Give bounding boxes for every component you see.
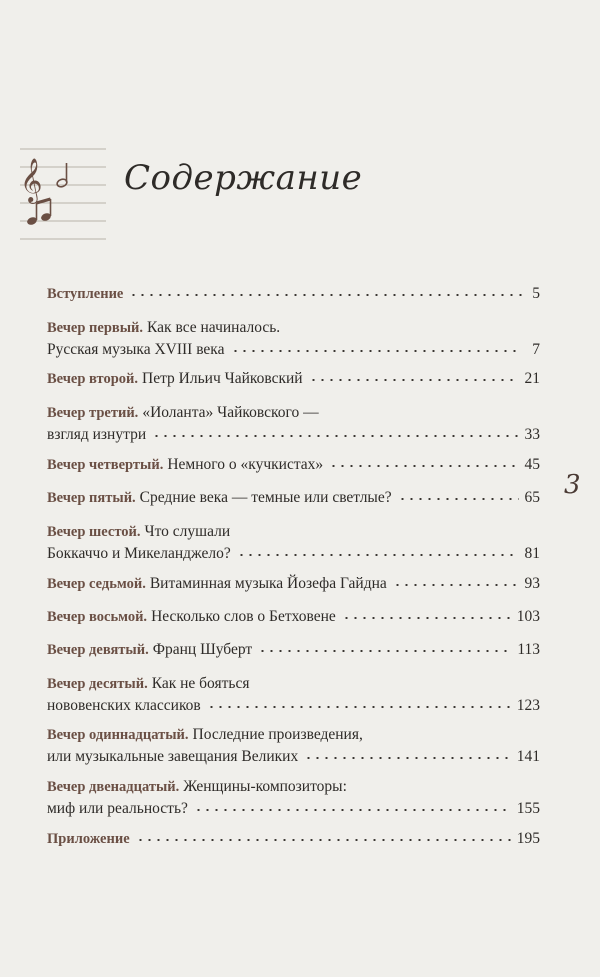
toc-entry-title: Что слушали — [144, 523, 231, 540]
toc-entry — [47, 639, 540, 661]
toc-page-number: 65 — [524, 489, 540, 506]
toc-entry-title: Несколько слов о Бетховене — [151, 608, 336, 625]
page-folio: 3 — [564, 470, 581, 500]
toc-line — [47, 339, 540, 361]
toc-entry-title-continued: Боккаччо и Микеланджело? — [47, 545, 231, 562]
toc-line — [47, 424, 540, 446]
toc-entry-title-continued: миф или реальность? — [47, 800, 188, 817]
toc-entry-label: Вечер девятый. — [47, 642, 149, 658]
toc-entry-title: Как все начиналось. — [147, 319, 281, 336]
dot-leader — [207, 706, 511, 708]
music-staff-icon — [20, 143, 106, 253]
toc-line — [47, 639, 540, 661]
toc-entry-label: Вечер одиннадцатый. — [47, 727, 189, 743]
toc-entry-label: Вступление — [47, 286, 124, 302]
toc-entry-title-continued: нововенских классиков — [47, 697, 201, 714]
toc-line — [47, 746, 540, 768]
toc-entry-title: Средние века — темные или светлые? — [139, 489, 392, 506]
toc-page-number: 5 — [532, 285, 540, 302]
toc-page-number: 195 — [516, 830, 540, 847]
toc-line — [47, 724, 540, 746]
toc-entry — [47, 368, 540, 390]
toc-entry — [47, 828, 540, 850]
toc-entry-title: Витаминная музыка Йозефа Гайдна — [149, 575, 387, 592]
toc-line — [47, 402, 540, 424]
dot-leader — [231, 350, 523, 352]
toc-entry-label: Вечер пятый. — [47, 490, 136, 506]
toc-entry-label: Вечер второй. — [47, 371, 138, 387]
dot-leader — [398, 498, 519, 500]
toc-page-number: 103 — [516, 608, 540, 625]
toc-entry-title-continued: взгляд изнутри — [47, 426, 147, 443]
toc-entry-label: Вечер первый. — [47, 320, 144, 336]
toc-line — [47, 487, 540, 509]
toc-entry-title: Женщины-композиторы: — [183, 778, 347, 795]
toc-page-number: 141 — [516, 748, 540, 765]
toc-entry — [47, 573, 540, 595]
toc-entry-label: Вечер четвертый. — [47, 457, 164, 473]
toc-entry-label: Вечер десятый. — [47, 676, 148, 692]
toc-entry — [47, 606, 540, 628]
toc-entry-label: Вечер шестой. — [47, 524, 141, 540]
toc-entry — [47, 317, 540, 361]
toc-entry-label: Вечер восьмой. — [47, 609, 148, 625]
toc-page-number: 21 — [524, 370, 540, 387]
toc-entry-title-continued: Русская музыка XVIII века — [47, 341, 225, 358]
toc-entry — [47, 521, 540, 565]
toc-page-number: 33 — [524, 426, 540, 443]
toc-entry — [47, 776, 540, 820]
toc-line — [47, 454, 540, 476]
page-title: Содержание — [124, 158, 363, 198]
toc-entry — [47, 724, 540, 768]
toc-entry — [47, 283, 540, 305]
toc-page-number: 93 — [524, 575, 540, 592]
toc-entry — [47, 454, 540, 476]
toc-entry-title: Франц Шуберт — [152, 641, 253, 658]
toc-entry — [47, 673, 540, 717]
dot-leader — [304, 757, 511, 759]
toc-page-number: 81 — [524, 545, 540, 562]
dot-leader — [136, 839, 511, 841]
dot-leader — [393, 584, 519, 586]
toc-entry-title: Немного о «кучкистах» — [167, 456, 324, 473]
toc-line — [47, 543, 540, 565]
toc-entry-label: Вечер двенадцатый. — [47, 779, 180, 795]
toc-entry-title: «Иоланта» Чайковского — — [142, 404, 319, 421]
toc-line — [47, 606, 540, 628]
toc-page-number: 45 — [524, 456, 540, 473]
toc-entry-title: Последние произведения, — [192, 726, 363, 743]
toc-line — [47, 368, 540, 390]
dot-leader — [129, 294, 522, 296]
toc-line — [47, 695, 540, 717]
dot-leader — [309, 379, 519, 381]
toc-entry — [47, 402, 540, 446]
toc-line — [47, 521, 540, 543]
toc-entry-title-continued: или музыкальные завещания Великих — [47, 748, 299, 765]
dot-leader — [342, 617, 511, 619]
toc-page-number: 155 — [516, 800, 540, 817]
toc-entry-label: Вечер третий. — [47, 405, 139, 421]
dot-leader — [329, 465, 518, 467]
toc-line — [47, 283, 540, 305]
toc-line — [47, 317, 540, 339]
svg-text:𝄞: 𝄞 — [20, 158, 43, 202]
dot-leader — [258, 650, 511, 652]
toc-entry-label: Вечер седьмой. — [47, 576, 146, 592]
toc-page-number: 123 — [516, 697, 540, 714]
toc-line — [47, 776, 540, 798]
toc-line — [47, 798, 540, 820]
toc-entry-title: Петр Ильич Чайковский — [142, 370, 303, 387]
toc-page-number: 113 — [517, 641, 540, 658]
dot-leader — [152, 435, 518, 437]
toc-page-number: 7 — [532, 341, 540, 358]
toc-entry-title: Как не бояться — [151, 675, 250, 692]
toc-entry-label: Приложение — [47, 831, 130, 847]
toc-line — [47, 828, 540, 850]
dot-leader — [194, 809, 511, 811]
dot-leader — [237, 554, 519, 556]
toc-line — [47, 573, 540, 595]
toc-entry — [47, 487, 540, 509]
toc-line — [47, 673, 540, 695]
